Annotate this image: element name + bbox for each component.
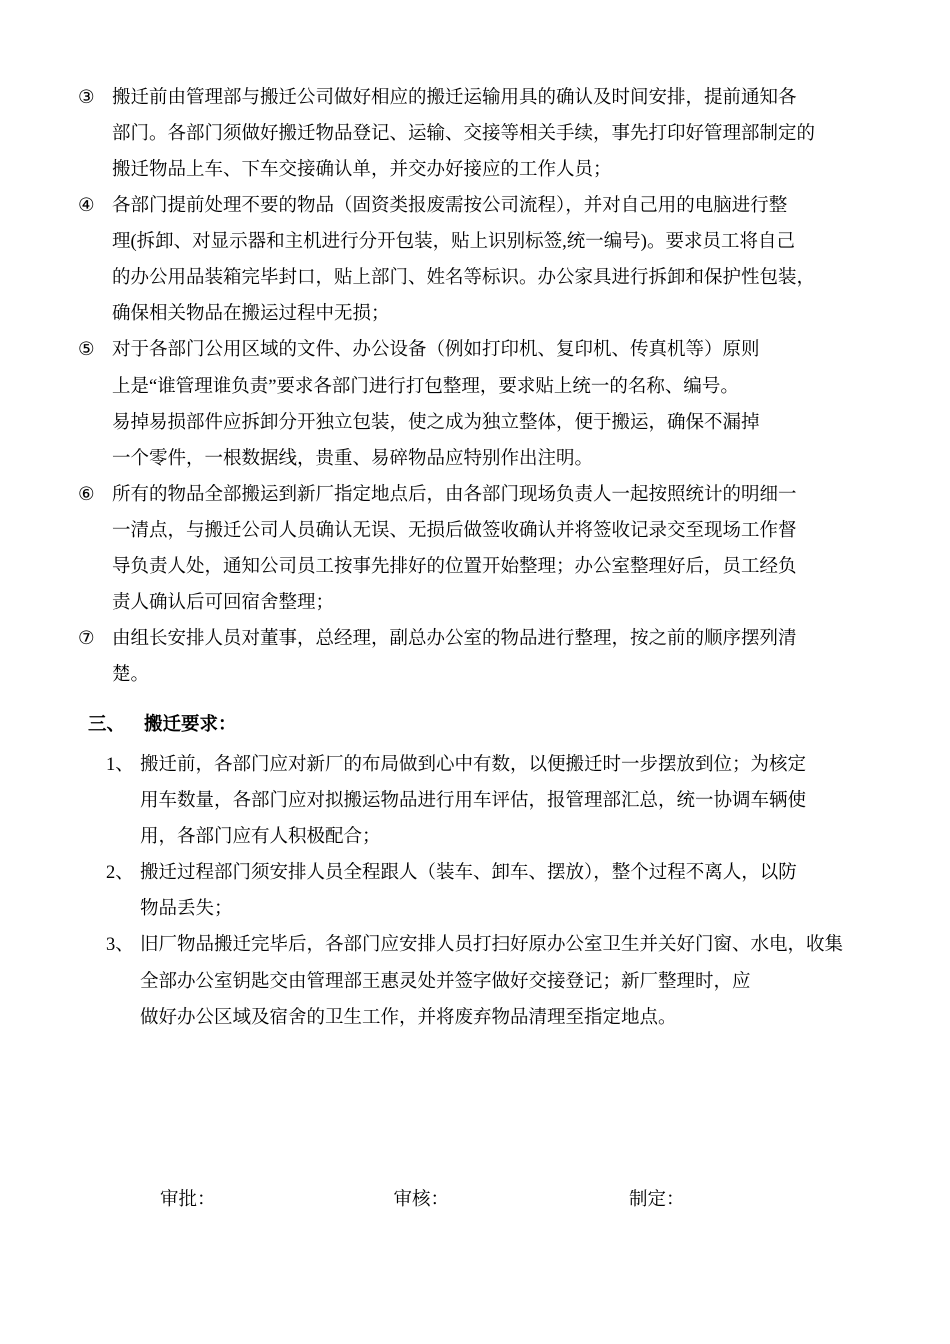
section-number: 三、 <box>88 715 126 736</box>
text-line: 所有的物品全部搬运到新厂指定地点后，由各部门现场负责人一起按照统计的明细一 <box>112 484 797 505</box>
list-text <box>112 621 872 693</box>
list-marker: ⑦ <box>78 628 95 649</box>
text-line: 一清点，与搬迁公司人员确认无误、无损后做签收确认并将签收记录交至现场工作督 <box>112 520 797 541</box>
text-line: 的办公用品装箱完毕封口，贴上部门、姓名等标识。办公家具进行拆卸和保护性包装， <box>112 268 816 289</box>
section-heading <box>78 707 872 743</box>
sub-list-text <box>140 855 872 927</box>
list-marker: ⑥ <box>78 484 95 505</box>
list-text <box>112 477 872 621</box>
text-line: 一个零件，一根数据线，贵重、易碎物品应特别作出注明。 <box>112 448 594 469</box>
text-line: 责人确认后可回宿舍整理； <box>112 592 335 613</box>
text-line: 搬迁前由管理部与搬迁公司做好相应的搬迁运输用具的确认及时间安排，提前通知各 <box>112 88 797 108</box>
list-text <box>112 188 872 332</box>
sub-list-text <box>140 927 872 1035</box>
text-line: 部门。各部门须做好搬迁物品登记、运输、交接等相关手续，事先打印好管理部制定的 <box>112 124 816 145</box>
text-line: 搬迁过程部门须安排人员全程跟人（装车、卸车、摆放），整个过程不离人，以防 <box>140 863 797 884</box>
text-line: 做好办公区域及宿舍的卫生工作，并将废弃物品清理至指定地点。 <box>140 1007 677 1028</box>
signature-approve: 审批： <box>160 1190 216 1210</box>
sub-list-item <box>78 855 872 927</box>
text-line: 物品丢失； <box>140 899 233 920</box>
text-line: 搬迁前，各部门应对新厂的布局做到心中有数，以便搬迁时一步摆放到位；为核定 <box>140 755 807 776</box>
list-text <box>112 332 872 476</box>
list-marker: ④ <box>78 196 95 217</box>
text-line: 导负责人处，通知公司员工按事先排好的位置开始整理；办公室整理好后，员工经负 <box>112 556 797 577</box>
text-line: 易掉易损部件应拆卸分开独立包装，使之成为独立整体，便于搬运，确保不漏掉 <box>112 412 760 433</box>
signature-make: 制定： <box>629 1190 685 1210</box>
text-line: 用，各部门应有人积极配合； <box>140 827 381 848</box>
text-line: 确保相关物品在搬运过程中无损； <box>112 304 390 325</box>
text-line: 楚。 <box>112 665 150 685</box>
list-item <box>78 477 872 621</box>
text-line: 用车数量，各部门应对拟搬运物品进行用车评估，报管理部汇总，统一协调车辆使 <box>140 791 807 812</box>
text-line: 全部办公室钥匙交由管理部王惠灵处并签字做好交接登记；新厂整理时，应 <box>140 971 751 992</box>
text-line: 理(拆卸、对显示器和主机进行分开包装，贴上识别标签,统一编号)。要求员工将自己 <box>112 232 795 253</box>
text-line: 上是“谁管理谁负责”要求各部门进行打包整理，要求贴上统一的名称、编号。 <box>112 376 739 397</box>
sub-list-text <box>140 747 872 855</box>
list-marker: ③ <box>78 88 95 108</box>
sub-list-item <box>78 747 872 855</box>
sub-list-marker: 1、 <box>106 755 134 776</box>
list-item <box>78 80 872 188</box>
list-item <box>78 621 872 693</box>
list-text <box>112 80 872 188</box>
sub-list-marker: 2、 <box>106 863 134 884</box>
sub-list-marker: 3、 <box>106 935 134 956</box>
section-title: 搬迁要求： <box>144 715 237 736</box>
text-line: 各部门提前处理不要的物品（固资类报废需按公司流程），并对自己用的电脑进行整 <box>112 196 788 217</box>
signature-review: 审核： <box>393 1190 450 1210</box>
text-line: 搬迁物品上车、下车交接确认单，并交办好接应的工作人员； <box>112 160 612 181</box>
sub-list-item <box>78 927 872 1035</box>
text-line: 对于各部门公用区域的文件、办公设备（例如打印机、复印机、传真机等）原则 <box>112 340 760 361</box>
list-item <box>78 332 872 476</box>
list-marker: ⑤ <box>78 340 95 361</box>
text-line: 由组长安排人员对董事，总经理，副总办公室的物品进行整理，按之前的顺序摆列清 <box>112 628 797 649</box>
list-item <box>78 188 872 332</box>
document-body <box>78 80 872 1036</box>
signature-row <box>78 1185 872 1211</box>
text-line: 旧厂物品搬迁完毕后，各部门应安排人员打扫好原办公室卫生并关好门窗、水电，收集 <box>140 935 844 956</box>
